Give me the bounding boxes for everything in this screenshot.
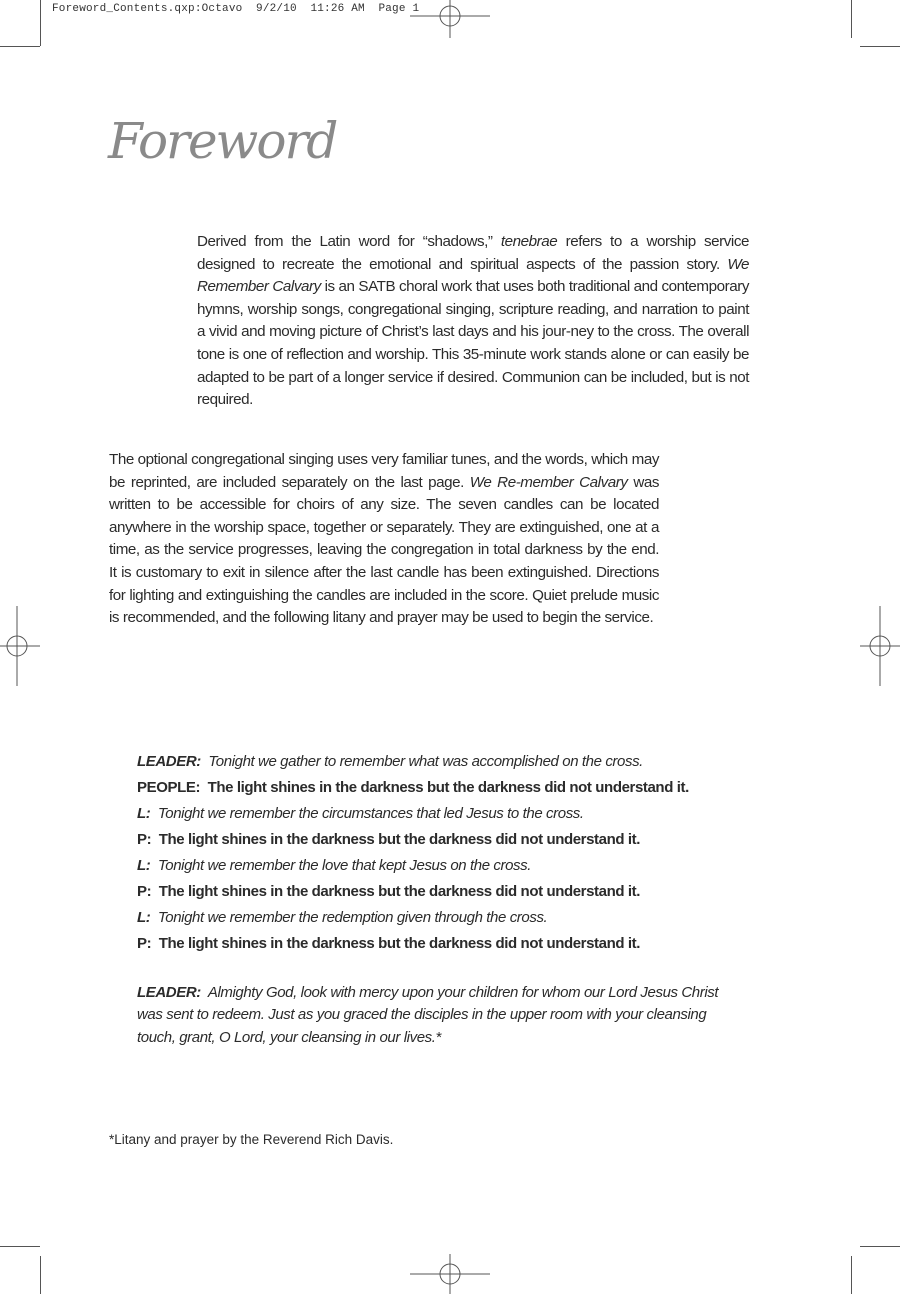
intro-paragraph: Derived from the Latin word for “shadows,” tenebrae refers to a worship service designed to recreate the emotional and spiritual aspects of the passion story. We Remember Calvary is an SATB choral work that uses both traditional and contemporary hymns, worship songs, congregational singing, scripture reading, and narration to paint a vivid and moving picture of Christ’s last days and his jour-ney to the cross. The overall tone is one of reflection and worship. This 35-minute work stands alone or can easily be adapted to be part of a longer service if desired. Communion can be included, but is not required. — [197, 233, 749, 409]
prayer: LEADER: Almighty God, look with mercy upon your children for whom our Lord Jesus Christ was sent to redeem. Just as you graced the disciples in the upper room with your cleansing touch, grant, O Lord, your cleansing in our lives.* — [137, 984, 719, 1046]
registration-mark-left — [0, 606, 40, 686]
litany-line: PEOPLE: The light shines in the darkness but the darkness did not understand it. — [137, 779, 689, 796]
litany-line: LEADER: Tonight we gather to remember what was accomplished on the cross. — [137, 753, 643, 770]
litany-line: L: Tonight we remember the love that kept Jesus on the cross. — [137, 857, 532, 874]
litany-line: P: The light shines in the darkness but the darkness did not understand it. — [137, 935, 641, 952]
page-title: Foreword — [108, 112, 337, 170]
litany-line: L: Tonight we remember the circumstances that led Jesus to the cross. — [137, 805, 584, 822]
registration-mark-bottom — [410, 1254, 490, 1294]
body-paragraph: The optional congregational singing uses very familiar tunes, and the words, which may be reprinted, are included separately on the last page. We Re-member Calvary was written to be accessible for choirs of any size. The seven candles can be located anywhere in the worship space, together or separately. They are extinguished, one at a time, as the service progresses, leaving the congregation in total darkness by the end. It is customary to exit in silence after the last candle has been extinguished. Directions for lighting and extinguishing the candles are included in the score. Quiet prelude music is recommended, and the following litany and prayer may be used to begin the service. — [109, 451, 659, 627]
litany-line: P: The light shines in the darkness but the darkness did not understand it. — [137, 831, 641, 848]
litany — [137, 751, 777, 959]
registration-mark-top — [410, 0, 490, 40]
litany-line: P: The light shines in the darkness but the darkness did not understand it. — [137, 883, 641, 900]
file-slug: Foreword_Contents.qxp:Octavo 9/2/10 11:26 AM Page 1 — [52, 3, 420, 15]
registration-mark-right — [860, 606, 900, 686]
litany-line: L: Tonight we remember the redemption given through the cross. — [137, 909, 548, 926]
footnote: *Litany and prayer by the Reverend Rich Davis. — [109, 1132, 394, 1147]
